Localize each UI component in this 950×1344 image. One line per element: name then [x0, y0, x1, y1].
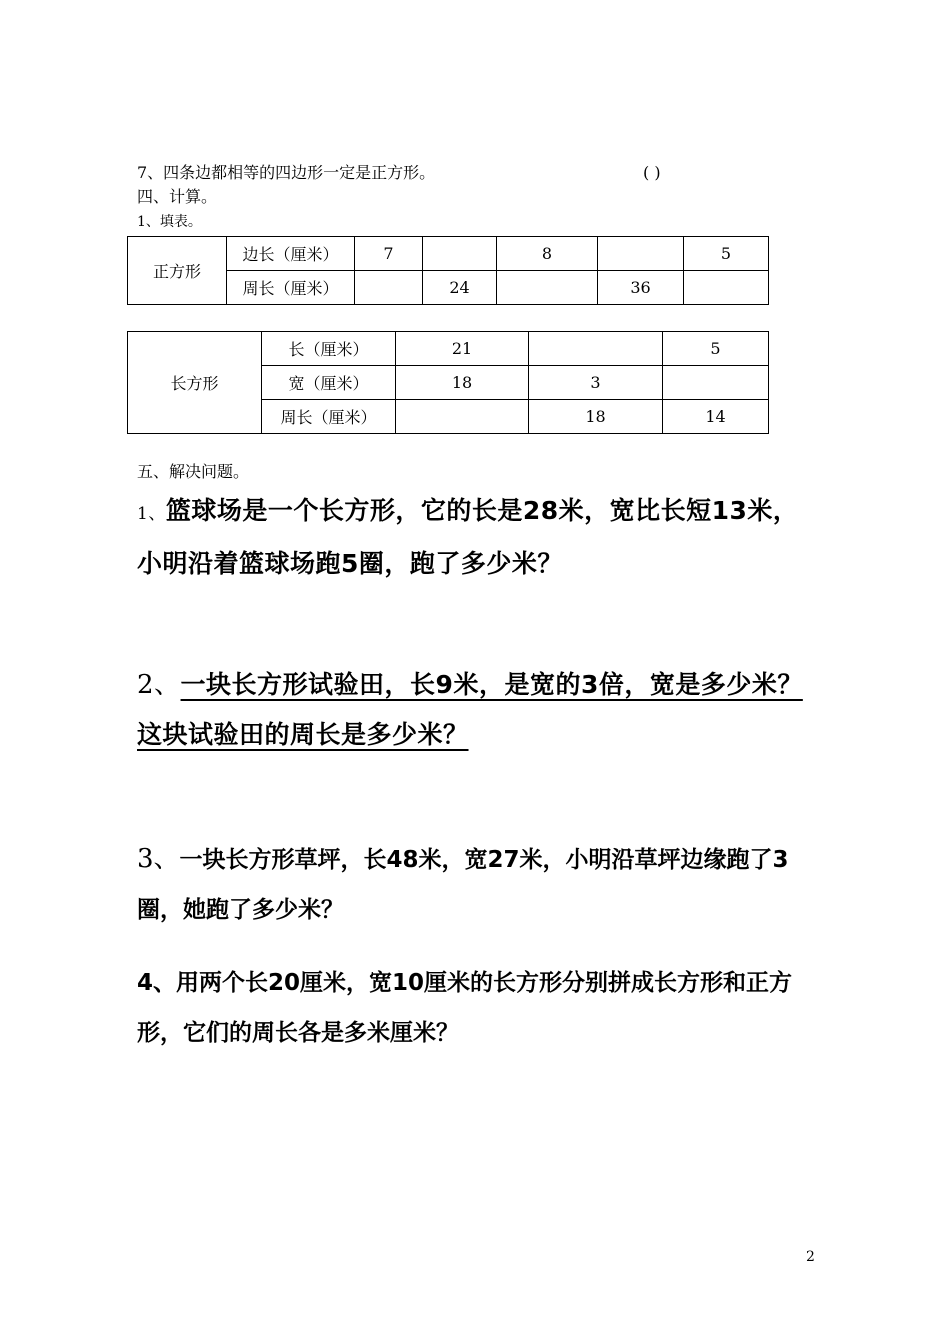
table-cell[interactable]: 36 — [598, 271, 684, 305]
rectangle-row-header: 宽（厘米） — [262, 366, 396, 400]
answer-blank-parentheses[interactable]: ( ) — [643, 163, 661, 182]
problem-1 — [137, 486, 817, 589]
table-cell[interactable]: 14 — [663, 400, 769, 434]
table-cell[interactable]: 5 — [663, 332, 769, 366]
problem-2-text: 一块长方形试验田，长9米，是宽的3倍，宽是多少米？这块试验田的周长是多少米？ — [137, 670, 803, 749]
table-cell[interactable] — [663, 366, 769, 400]
rectangle-row-header: 长（厘米） — [262, 332, 396, 366]
table-cell[interactable] — [684, 271, 769, 305]
square-label: 正方形 — [128, 237, 227, 305]
section-4-heading: 四、计算。 — [137, 187, 218, 206]
problem-1-text: 篮球场是一个长方形，它的长是28米，宽比长短13米，小明沿着篮球场跑5圈，跑了多少米？ — [137, 496, 799, 578]
problem-2 — [137, 660, 817, 760]
table-cell[interactable] — [355, 271, 423, 305]
table-cell[interactable] — [396, 400, 529, 434]
problem-3-number: 3、 — [137, 844, 180, 874]
table-cell[interactable]: 21 — [396, 332, 529, 366]
table-cell[interactable]: 18 — [396, 366, 529, 400]
problem-2-number: 2、 — [137, 670, 181, 700]
table-cell[interactable]: 7 — [355, 237, 423, 271]
problem-1-number: 1、 — [137, 504, 166, 524]
table-cell[interactable]: 5 — [684, 237, 769, 271]
problem-4: 4、用两个长20厘米，宽10厘米的长方形分别拼成长方形和正方形，它们的周长各是多米厘米？ — [137, 970, 793, 1046]
table-cell[interactable] — [497, 271, 598, 305]
fill-table-instruction: 1、填表。 — [137, 214, 202, 230]
table-cell[interactable]: 24 — [423, 271, 497, 305]
rectangle-table — [127, 331, 769, 434]
table-cell[interactable] — [598, 237, 684, 271]
page-number: 2 — [806, 1249, 815, 1265]
table-cell[interactable] — [423, 237, 497, 271]
square-row-header: 边长（厘米） — [227, 237, 355, 271]
problem-3-text: 一块长方形草坪，长48米，宽27米，小明沿草坪边缘跑了3圈，她跑了多少米？ — [137, 847, 789, 923]
table-cell[interactable]: 3 — [529, 366, 663, 400]
section-5-heading: 五、解决问题。 — [137, 462, 250, 481]
problem-3 — [137, 834, 817, 935]
rectangle-row-header: 周长（厘米） — [262, 400, 396, 434]
table-cell[interactable] — [529, 332, 663, 366]
table-cell[interactable]: 8 — [497, 237, 598, 271]
square-row-header: 周长（厘米） — [227, 271, 355, 305]
rectangle-label: 长方形 — [128, 332, 262, 434]
square-table — [127, 236, 769, 305]
question-7: 7、四条边都相等的四边形一定是正方形。 — [137, 163, 436, 182]
table-cell[interactable]: 18 — [529, 400, 663, 434]
